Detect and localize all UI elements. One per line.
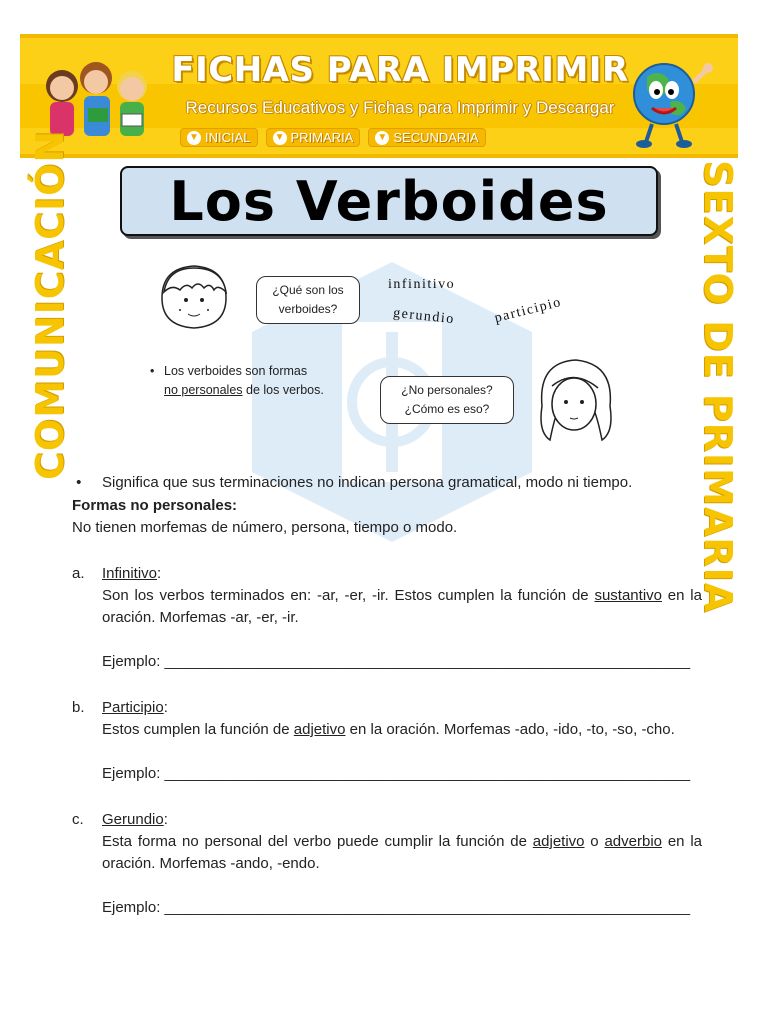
level-label: SECUNDARIA [393,130,479,145]
globe-mascot-icon [612,52,722,152]
girl-illustration [522,356,622,446]
question-bubble-boy [256,276,360,324]
bubble-line: ¿No personales? [401,383,493,397]
item-infinitivo: a. Infinitivo: Son los verbos terminados en: -ar, -er, -ir. Estos cumplen la función de sustantivo en la oración. Morfemas -ar, -er, -ir. Ejemplo: _______________________________________________________________ [72,563,702,673]
page-title-box [120,166,658,236]
item-keyword: sustantivo [594,587,662,604]
item-text: Estos cumplen la función de [102,721,294,738]
item-letter: a. [72,565,85,582]
example-line[interactable] [102,897,702,919]
level-link-inicial[interactable] [180,128,258,147]
item-participio: b. Participio: Estos cumplen la función de adjetivo en la oración. Morfemas -ado, -ido, -to, -so, -cho. Ejemplo: _______________________________________________________________ [72,697,702,785]
example-label: Ejemplo: [102,899,165,916]
example-line[interactable] [102,651,702,673]
arrow-down-icon: ▼ [375,131,389,145]
level-link-primaria[interactable] [266,128,361,147]
item-text: Esta forma no personal del verbo puede cumplir la función de [102,833,533,850]
level-link-secundaria[interactable] [368,128,485,147]
item-gerundio: c. Gerundio: Esta forma no personal del verbo puede cumplir la función de adjetivo o adverbio en la oración. Morfemas -ando, -endo. Ejemplo: _______________________________________________________________ [72,809,702,919]
header-banner [20,34,738,158]
item-keyword: adverbio [604,833,663,850]
item-text: o [584,833,605,850]
word-infinitivo: infinitivo [388,277,456,292]
item-text: en la oración. Morfemas -ar, -er, -ir. [102,587,702,626]
level-label: PRIMARIA [290,130,354,145]
definition-bullet [72,472,702,494]
item-keyword: adjetivo [293,721,346,738]
item-name: Infinitivo [102,565,158,582]
intro-text: Los verboides son formas [164,364,308,378]
bubble-line: ¿Cómo es eso? [404,402,490,416]
item-letter: c. [72,811,84,828]
grade-label: SEXTO DE PRIMARIA [696,160,740,614]
arrow-down-icon: ▼ [187,131,201,145]
arrow-down-icon: ▼ [273,131,287,145]
level-label: INICIAL [205,130,251,145]
example-line[interactable] [102,763,702,785]
page-title: Los Verboides [169,169,609,233]
bubble-line: verboides? [278,302,338,316]
intro-text-rest: de los verbos. [242,383,324,397]
banner-subtitle: Recursos Educativos y Fichas para Imprimir y Descargar [185,98,615,117]
item-text: en la oración. Morfemas -ando, -endo. [102,833,702,872]
bullet-icon: • [150,364,155,378]
question-bubble-girl [380,376,514,424]
example-blank: _______________________________________________________________ [164,899,691,916]
section-title: Formas no personales: [72,497,238,514]
example-label: Ejemplo: [102,765,165,782]
word-participio: participio [493,294,564,327]
definition-text: Significa que sus terminaciones no indican persona gramatical, modo ni tiempo. [102,474,633,491]
item-name: Gerundio [102,811,164,828]
intro-underlined: no personales [164,383,243,397]
subject-label: COMUNICACIÓN [28,129,72,480]
level-links [180,128,620,147]
worksheet-body [72,472,702,919]
item-text: en la oración. Morfemas -ado, -ido, -to, -so, -cho. [345,721,675,738]
item-name: Participio [102,699,164,716]
example-label: Ejemplo: [102,653,165,670]
bubble-line: ¿Qué son los [272,283,344,297]
boy-illustration [150,262,250,342]
section-description: No tienen morfemas de número, persona, tiempo o modo. [72,519,458,536]
example-blank: _______________________________________________________________ [164,765,691,782]
word-gerundio: gerundio [392,305,456,328]
item-keyword: adjetivo [532,833,585,850]
item-letter: b. [72,699,85,716]
example-blank: _______________________________________________________________ [164,653,691,670]
bullet-icon: • [72,474,82,491]
item-text: Son los verbos terminados en: -ar, -er, -ir. Estos cumplen la función de [102,587,595,604]
banner-title: FICHAS PARA IMPRIMIR [171,50,629,90]
